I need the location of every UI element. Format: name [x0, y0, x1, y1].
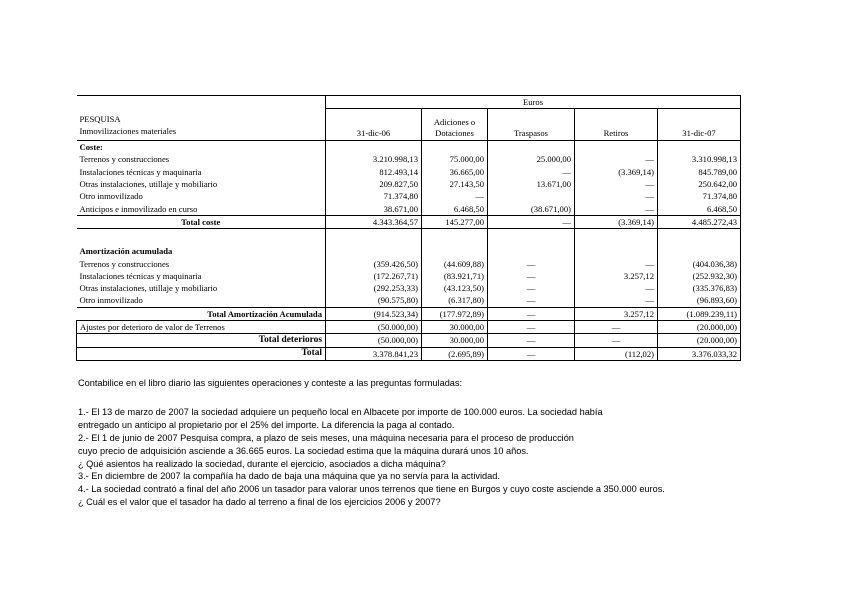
- ajustes-label: Ajustes por deterioro de valor de Terrenos: [77, 321, 326, 334]
- cell-value: (1.089.239,11): [658, 307, 741, 320]
- cell-value: (359.426,50): [326, 258, 422, 270]
- fixed-assets-table: [76, 95, 741, 361]
- cell-value: 6.468,50: [658, 203, 741, 216]
- cell-value: (83.921,71): [422, 270, 488, 282]
- question-line: 4.- La sociedad contrató a final del año 2006 un tasador para valorar unos terrenos que tiene en Burgos y cuyo coste asciende a 350.000 euros.: [78, 484, 665, 495]
- col-header-31-dic-06: 31-dic-06: [326, 109, 422, 141]
- cell-value: 3.257,12: [575, 307, 658, 320]
- column-header-row: [77, 109, 741, 141]
- row-label: Anticipos e inmovilizado en curso: [79, 203, 198, 214]
- cell-value: 812.493,14: [326, 166, 422, 178]
- cell-value: 38.671,00: [326, 203, 422, 216]
- ajustes-row: [77, 321, 741, 334]
- cell-value: (43.123,50): [422, 282, 488, 294]
- table-row: [77, 270, 741, 282]
- cell-value: (404.036,38): [658, 258, 741, 270]
- total-coste-label: Total coste: [77, 216, 326, 229]
- cell-value: (6.317,80): [422, 295, 488, 308]
- cell-value: 845.789,00: [658, 166, 741, 178]
- grand-total-row: [77, 347, 741, 360]
- row-label: Otras instalaciones, utillaje y mobiliario: [79, 283, 218, 294]
- table-row: [77, 203, 741, 216]
- cell-value: —: [488, 282, 575, 294]
- cell-value: —: [575, 154, 658, 166]
- questions-list: [78, 406, 665, 509]
- currency-header-row: [77, 96, 741, 109]
- cell-value: (20.000,00): [658, 321, 741, 334]
- cell-value: (292.253,33): [326, 282, 422, 294]
- section-label-coste: Coste:: [79, 142, 103, 153]
- cell-value: 30.000,00: [422, 334, 488, 347]
- cell-value: 3.376.033,32: [658, 347, 741, 360]
- question-line: 3.- En diciembre de 2007 la compañía ha dado de baja una máquina que ya no servía para la actividad.: [78, 471, 500, 482]
- section-row-amortizacion: [77, 245, 741, 257]
- col-header-adiciones-line1: Adiciones o: [433, 117, 476, 128]
- cell-value: (3.369,14): [575, 166, 658, 178]
- cell-value: 30.000,00: [422, 321, 488, 334]
- cell-value: —: [488, 321, 575, 334]
- cell-value: 75.000,00: [422, 154, 488, 166]
- total-deterioros-row: [77, 334, 741, 347]
- cell-value: 3.378.841,23: [326, 347, 422, 360]
- cell-value: —: [488, 307, 575, 320]
- cell-value: 13.671,00: [488, 178, 575, 190]
- cell-value: 71.374,80: [658, 190, 741, 202]
- cell-value: (3.369,14): [575, 216, 658, 229]
- cell-value: —: [488, 258, 575, 270]
- cell-value: —: [575, 190, 658, 202]
- cell-value: 3.257,12: [575, 270, 658, 282]
- col-header-retiros: Retiros: [575, 109, 658, 141]
- cell-value: (50.000,00): [326, 321, 422, 334]
- row-label: Terrenos y construcciones: [79, 258, 170, 269]
- section-row-coste: [77, 141, 741, 154]
- cell-value: 3.210.998,13: [326, 154, 422, 166]
- cell-value: (90.575,80): [326, 295, 422, 308]
- question-line: ¿ Qué asientos ha realizado la sociedad, durante el ejercicio, asociados a dicha máquina?: [78, 458, 446, 469]
- cell-value: —: [575, 282, 658, 294]
- cell-value: (44.609,88): [422, 258, 488, 270]
- cell-value: 4.343.364,57: [326, 216, 422, 229]
- question-line: entregado un anticipo al propietario por el 25% del importe. La diferencia la paga al contado.: [78, 419, 455, 430]
- cell-value: 27.143,50: [422, 178, 488, 190]
- cell-value: —: [422, 190, 488, 202]
- spacer-row: [77, 229, 741, 246]
- cell-value: (112,02): [575, 347, 658, 360]
- total-deterioros-label: Total deterioros: [77, 334, 326, 347]
- cell-value: —: [575, 203, 658, 216]
- cell-value: (335.376,83): [658, 282, 741, 294]
- cell-value: (252.932,30): [658, 270, 741, 282]
- question-line: cuyo precio de adquisición asciende a 36.665 euros. La sociedad estima que la máquina durará unos 10 años.: [78, 445, 529, 456]
- total-amortizacion-label: Total Amortización Acumulada: [77, 307, 326, 320]
- question-line: ¿ Cuál es el valor que el tasador ha dado al terreno a final de los ejercicios 2006 y 2007?: [78, 497, 441, 508]
- cell-value: —: [488, 334, 575, 347]
- cell-value: —: [488, 166, 575, 178]
- cell-value: (172.267,71): [326, 270, 422, 282]
- cell-value: 209.827,50: [326, 178, 422, 190]
- cell-value: 25.000,00: [488, 154, 575, 166]
- col-header-traspasos: Traspasos: [488, 109, 575, 141]
- cell-value: 6.468,50: [422, 203, 488, 216]
- cell-value: (177.972,89): [422, 307, 488, 320]
- total-amortizacion-row: [77, 307, 741, 320]
- entity-name: PESQUISA: [79, 114, 121, 125]
- cell-value: 145.277,00: [422, 216, 488, 229]
- table-row: [77, 190, 741, 202]
- cell-value: —: [488, 295, 575, 308]
- row-label: Terrenos y construcciones: [79, 154, 170, 165]
- table-row: [77, 295, 741, 308]
- cell-value: —: [575, 321, 658, 334]
- cell-value: 4.485.272,43: [658, 216, 741, 229]
- cell-value: —: [575, 258, 658, 270]
- table-row: [77, 258, 741, 270]
- row-label: Otro inmovilizado: [79, 191, 143, 202]
- cell-value: —: [488, 347, 575, 360]
- cell-value: (50.000,00): [326, 334, 422, 347]
- total-coste-row: [77, 216, 741, 229]
- cell-value: (2.695,89): [422, 347, 488, 360]
- currency-header: Euros: [326, 96, 741, 109]
- cell-value: (38.671,00): [488, 203, 575, 216]
- row-label: Instalaciones técnicas y maquinaria: [79, 270, 202, 281]
- cell-value: (20.000,00): [658, 334, 741, 347]
- cell-value: —: [575, 334, 658, 347]
- table-row: [77, 282, 741, 294]
- cell-value: 36.665,00: [422, 166, 488, 178]
- col-header-adiciones-line2: Dotaciones: [435, 127, 474, 138]
- financial-table-container: [76, 95, 740, 361]
- cell-value: —: [575, 178, 658, 190]
- col-header-31-dic-07: 31-dic-07: [658, 109, 741, 141]
- col-header-adiciones: [422, 109, 488, 141]
- table-row: [77, 178, 741, 190]
- cell-value: —: [488, 216, 575, 229]
- cell-value: —: [488, 270, 575, 282]
- cell-value: (914.523,34): [326, 307, 422, 320]
- row-label: Otras instalaciones, utillaje y mobiliario: [79, 179, 218, 190]
- instructions-text: Contabilice en el libro diario las siguientes operaciones y conteste a las preguntas formuladas:: [78, 378, 463, 388]
- entity-title-cell: [77, 109, 326, 141]
- grand-total-label: Total: [77, 347, 326, 360]
- question-line: 1.- El 13 de marzo de 2007 la sociedad adquiere un pequeño local en Albacete por importe de 100.000 euros. La sociedad había: [78, 407, 603, 417]
- table-subtitle: Inmovilizaciones materiales: [79, 126, 177, 137]
- cell-value: 250.642,00: [658, 178, 741, 190]
- cell-value: (96.893,60): [658, 295, 741, 308]
- table-row: [77, 154, 741, 166]
- question-line: 2.- El 1 de junio de 2007 Pesquisa compra, a plazo de seis meses, una máquina necesaria para el proceso de producción: [78, 432, 574, 443]
- cell-value: [488, 190, 575, 202]
- cell-value: 3.310.998,13: [658, 154, 741, 166]
- table-row: [77, 166, 741, 178]
- cell-value: —: [575, 295, 658, 308]
- cell-value: 71.374,80: [326, 190, 422, 202]
- row-label: Instalaciones técnicas y maquinaria: [79, 166, 202, 177]
- section-label-amortizacion: Amortización acumulada: [79, 246, 173, 257]
- row-label: Otro inmovilizado: [79, 295, 143, 306]
